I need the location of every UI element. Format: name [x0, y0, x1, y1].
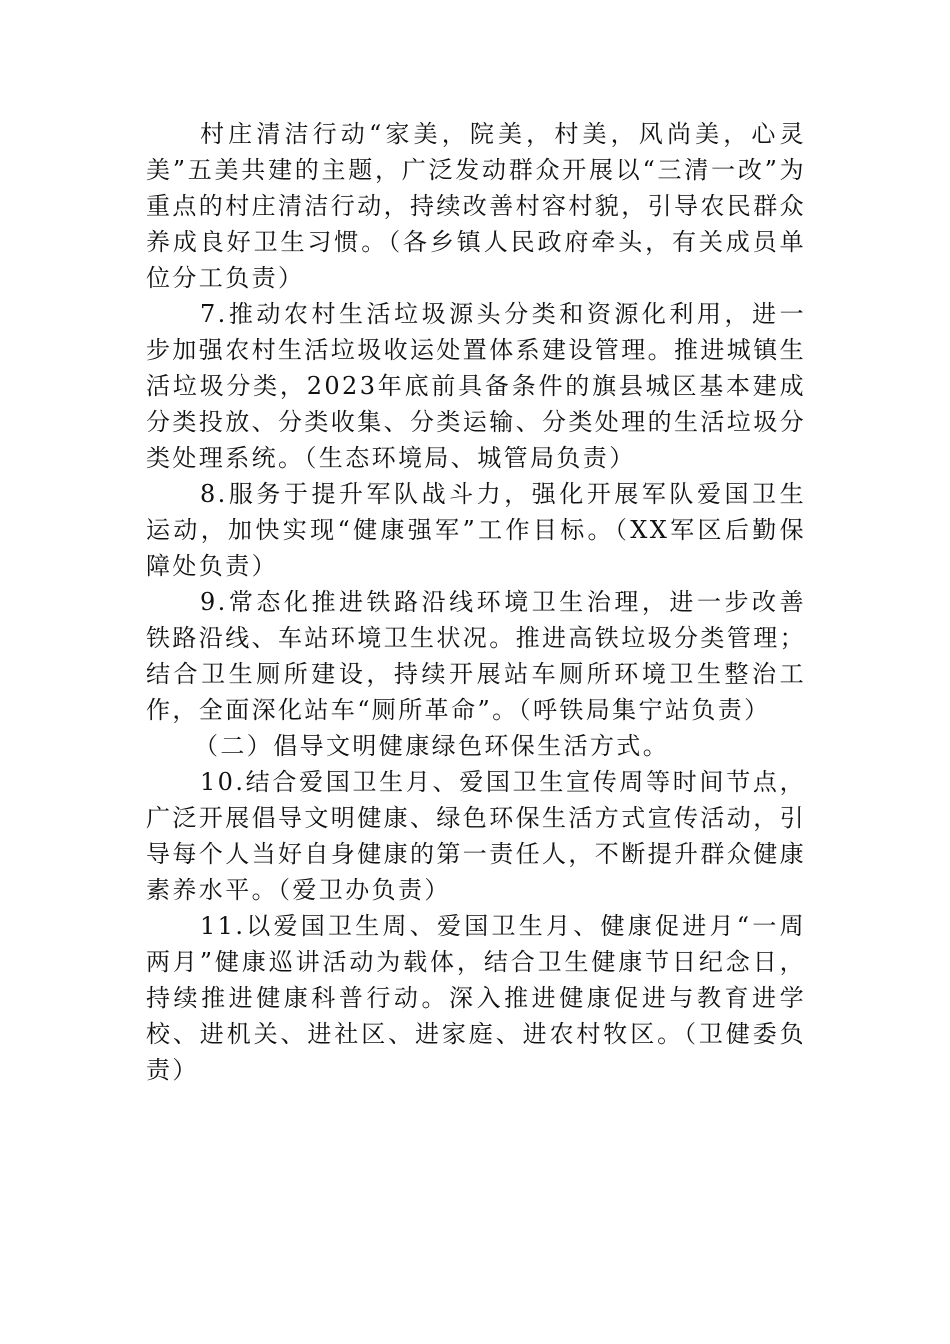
paragraph-item-11: 11.以爱国卫生周、爱国卫生月、健康促进月“一周两月”健康巡讲活动为载体，结合卫生健康节日纪念日，持续推进健康科普行动。深入推进健康促进与教育进学校、进机关、进社区、进家庭、进农村牧区。（卫健委负责） — [146, 912, 806, 1084]
paragraph-item-8: 8.服务于提升军队战斗力，强化开展军队爱国卫生运动，加快实现“健康强军”工作目标。（XX军区后勤保障处负责） — [146, 480, 806, 580]
paragraph-item-10: 10.结合爱国卫生月、爱国卫生宣传周等时间节点，广泛开展倡导文明健康、绿色环保生活方式宣传活动，引导每个人当好自身健康的第一责任人，不断提升群众健康素养水平。（爱卫办负责） — [146, 768, 806, 904]
section-heading: （二）倡导文明健康绿色环保生活方式。 — [194, 732, 670, 760]
paragraph-item-7: 7.推动农村生活垃圾源头分类和资源化利用，进一步加强农村生活垃圾收运处置体系建设管理。推进城镇生活垃圾分类，2023年底前具备条件的旗县城区基本建成分类投放、分类收集、分类运输、分类处理的生活垃圾分类处理系统。（生态环境局、城管局负责） — [146, 300, 806, 472]
paragraph-item-9: 9.常态化推进铁路沿线环境卫生治理，进一步改善铁路沿线、车站环境卫生状况。推进高铁垃圾分类管理；结合卫生厕所建设，持续开展站车厕所环境卫生整治工作，全面深化站车“厕所革命”。（呼铁局集宁站负责） — [146, 588, 806, 724]
document-page — [146, 116, 806, 1088]
paragraph-village-cleaning: 村庄清洁行动“家美，院美，村美，风尚美，心灵美”五美共建的主题，广泛发动群众开展以“三清一改”为重点的村庄清洁行动，持续改善村容村貌，引导农民群众养成良好卫生习惯。（各乡镇人民政府牵头，有关成员单位分工负责） — [146, 120, 806, 292]
